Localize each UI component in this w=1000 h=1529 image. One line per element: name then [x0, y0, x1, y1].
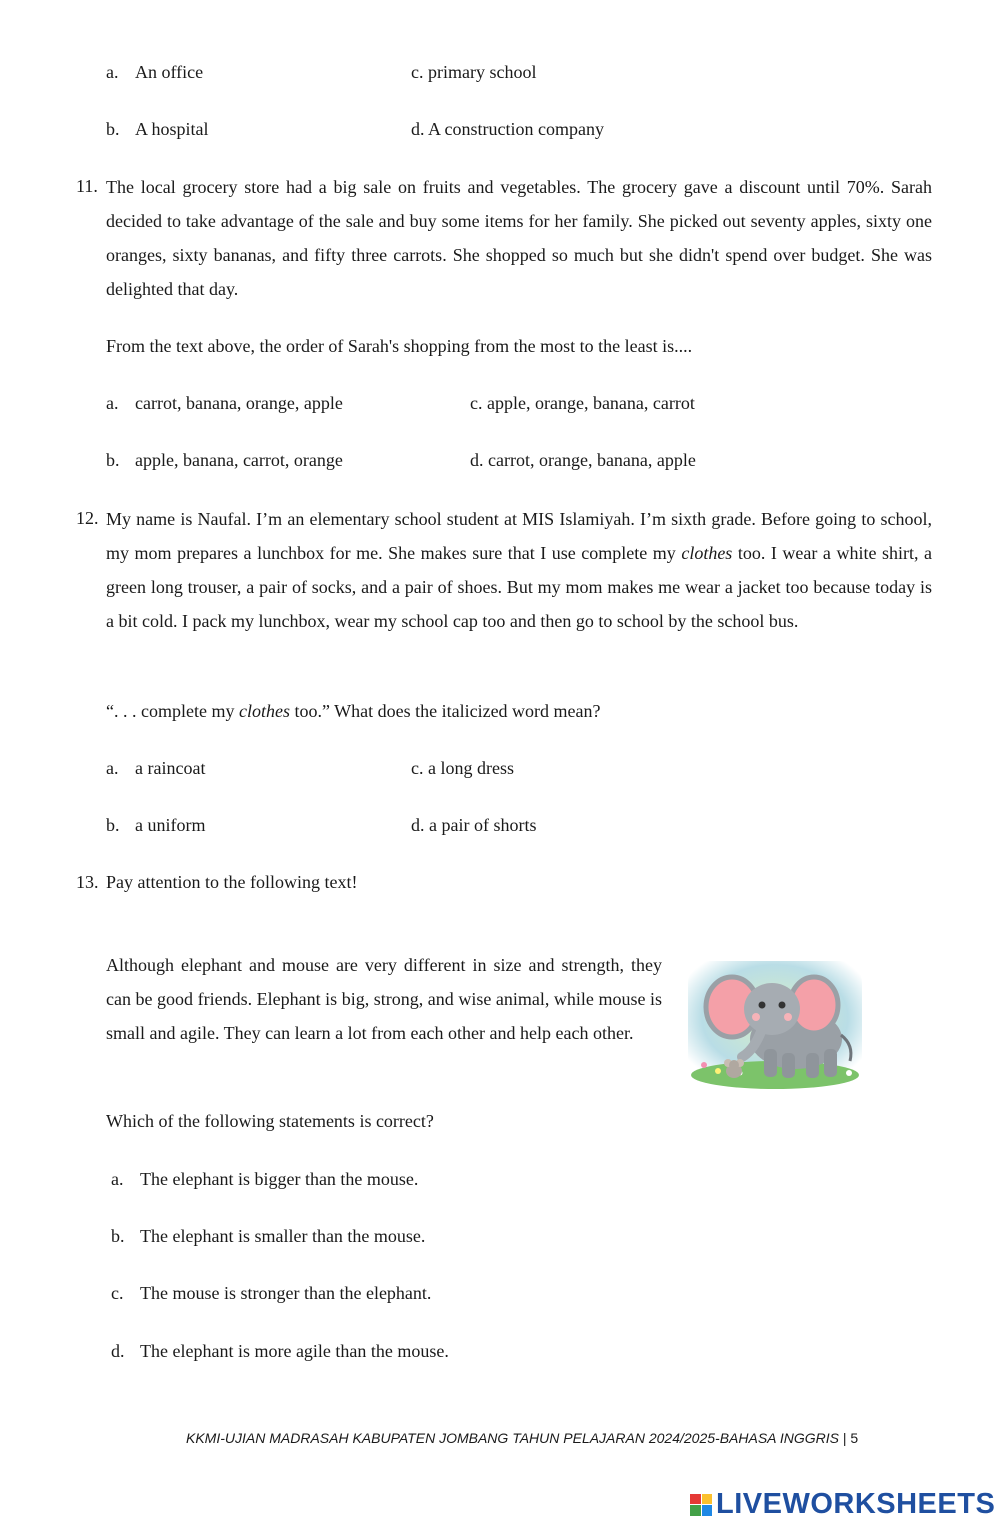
q12-option-a[interactable]: a. a raincoat [106, 758, 206, 778]
prev-option-c[interactable]: c. primary school [411, 62, 537, 82]
q12-question: “. . . complete my clothes too.” What does the italicized word mean? [106, 701, 601, 721]
page-number: 5 [850, 1430, 859, 1446]
brand-name: LIVEWORKSHEETS [716, 1488, 996, 1520]
q13-option-c[interactable]: c. The mouse is stronger than the elephant. [111, 1283, 432, 1303]
page-footer: KKMI-UJIAN MADRASAH KABUPATEN JOMBANG TAHUN PELAJARAN 2024/2025-BAHASA INGGRIS | 5 [186, 1430, 859, 1446]
q13-option-a[interactable]: a. The elephant is bigger than the mouse. [111, 1169, 419, 1189]
italic-word: clothes [681, 543, 733, 563]
q11-option-b[interactable]: b. apple, banana, carrot, orange [106, 450, 343, 470]
q12-option-d[interactable]: d. a pair of shorts [411, 815, 537, 835]
q11-question: From the text above, the order of Sarah's shopping from the most to the least is.... [106, 336, 693, 356]
question-number-11: 11. [76, 176, 98, 196]
q12-passage: My name is Naufal. I’m an elementary school student at MIS Islamiyah. I’m sixth grade. Before going to school, my mom prepares a lunchbox for me. She makes sure that I use complete my clothes too. I wear a white shirt, a green long trouser, a pair of socks, and a pair of shoes. But my mom makes me wear a jacket too because today is a bit cold. I pack my lunchbox, wear my school cap too and then go to school by the school bus. [106, 509, 932, 631]
q13-passage: Although elephant and mouse are very different in size and strength, they can be good friends. Elephant is big, strong, and wise animal, while mouse is small and agile. They can learn a lot from each other and help each other. [106, 955, 662, 1043]
q11-passage: The local grocery store had a big sale on fruits and vegetables. The grocery gave a discount until 70%. Sarah decided to take advantage of the sale and buy some items for her family. She picked out seventy apples, sixty one oranges, sixty bananas, and fifty three carrots. She shopped so much but she didn't spend over budget. She was delighted that day. [106, 177, 932, 299]
question-number-13: 13. [76, 872, 99, 892]
q13-question: Which of the following statements is correct? [106, 1111, 434, 1131]
q13-intro: Pay attention to the following text! [106, 872, 358, 892]
q11-option-c[interactable]: c. apple, orange, banana, carrot [470, 393, 695, 413]
prev-option-a[interactable]: a. An office [106, 62, 204, 82]
q13-option-d[interactable]: d. The elephant is more agile than the mouse. [111, 1341, 449, 1361]
q11-option-a[interactable]: a. carrot, banana, orange, apple [106, 393, 343, 413]
elephant-and-mouse-icon [684, 957, 866, 1091]
q11-option-d[interactable]: d. carrot, orange, banana, apple [470, 450, 696, 470]
question-number-12: 12. [76, 508, 99, 528]
liveworksheets-logo [690, 1488, 995, 1521]
liveworksheets-icon [690, 1494, 712, 1516]
prev-option-b[interactable]: b. A hospital [106, 119, 209, 139]
q12-option-b[interactable]: b. a uniform [106, 815, 206, 835]
q12-option-c[interactable]: c. a long dress [411, 758, 514, 778]
q13-option-b[interactable]: b. The elephant is smaller than the mouse. [111, 1226, 426, 1246]
prev-option-d[interactable]: d. A construction company [411, 119, 604, 139]
